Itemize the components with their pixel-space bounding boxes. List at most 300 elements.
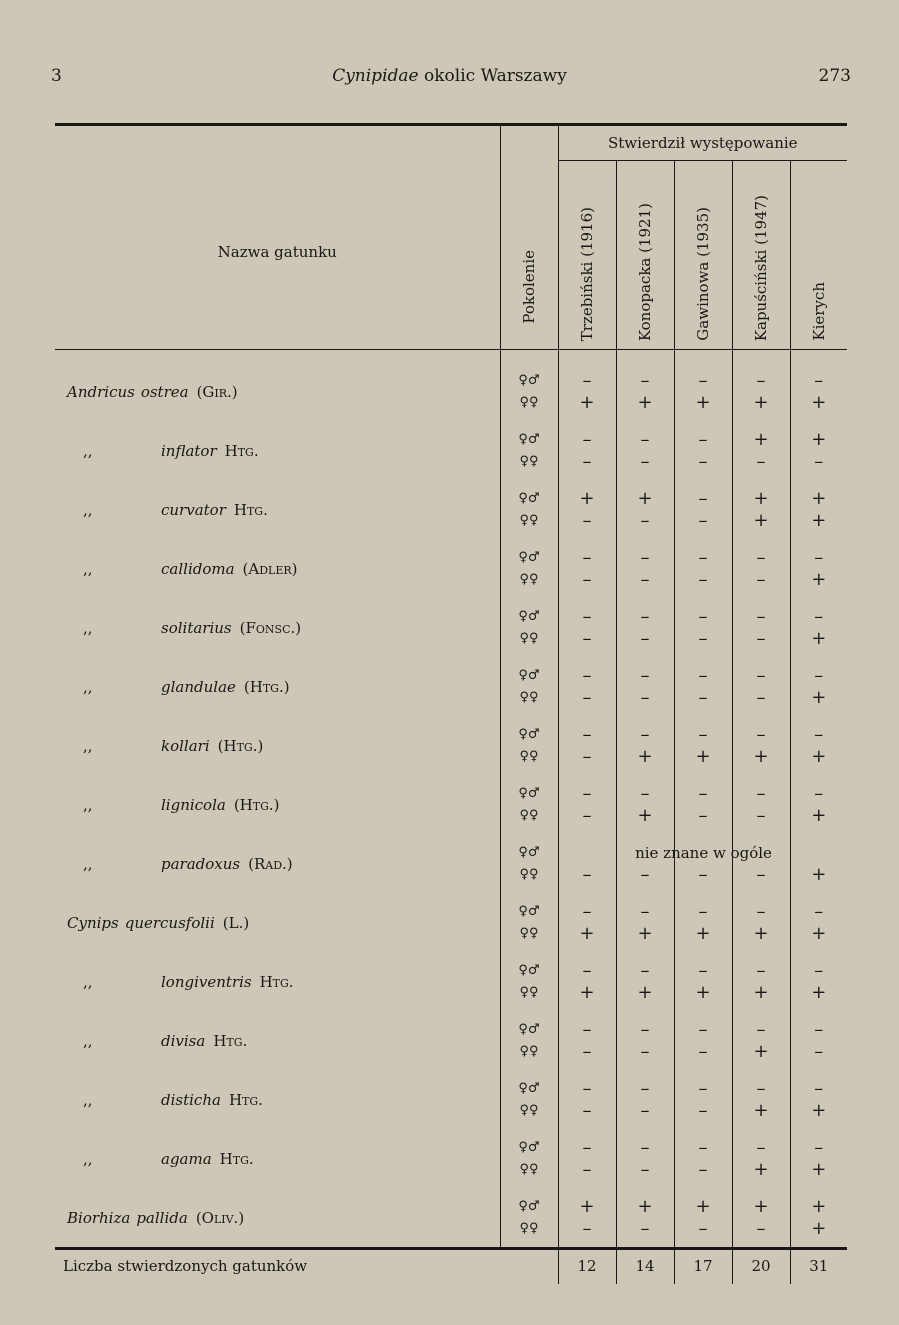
occurrence-cell: [790, 421, 847, 480]
occurrence-mark: –: [582, 1217, 592, 1239]
occurrence-mark: –: [756, 605, 766, 627]
table-row: [55, 539, 847, 598]
occurrence-mark: –: [756, 450, 766, 472]
species: agama: [161, 1149, 212, 1168]
generation-symbol: ♀♂: [518, 1139, 540, 1155]
occurrence-mark: –: [582, 664, 592, 686]
generation-symbol: ♀♂: [518, 549, 540, 565]
occurrence-mark: –: [756, 804, 766, 826]
occurrence-mark: [733, 842, 790, 864]
occurrence-cell: [558, 1070, 616, 1129]
occurrence-mark: +: [811, 627, 827, 649]
occurrence-mark: –: [582, 1018, 592, 1040]
column-header-name: Nazwa gatunku: [55, 126, 500, 350]
occurrence-mark: –: [582, 428, 592, 450]
species: solitarius: [161, 618, 232, 637]
occurrence-cell: [732, 893, 790, 952]
generation-symbol: ♀♀: [519, 453, 539, 469]
genus: Cynips: [67, 913, 119, 932]
generation-cell: [500, 1129, 558, 1188]
species-name: [55, 539, 500, 598]
occurrence-mark: +: [811, 981, 827, 1003]
occurrence-cell: [558, 775, 616, 834]
occurrence-mark: –: [698, 428, 708, 450]
occurrence-mark: –: [582, 782, 592, 804]
generation-symbol: ♀♀: [519, 571, 539, 587]
occurrence-cell: [790, 1188, 847, 1248]
species: pallida: [136, 1208, 188, 1227]
species-author: (Oliv.): [195, 1208, 245, 1227]
occurrence-mark: +: [811, 1099, 827, 1121]
table-row: [55, 598, 847, 657]
occurrence-cell: [790, 598, 847, 657]
occurrence-mark: +: [811, 391, 827, 413]
occurrence-mark: +: [579, 1195, 595, 1217]
column-header-author: Kapuściński (1947): [732, 161, 790, 350]
occurrence-cell: [732, 775, 790, 834]
occurrence-cell: [732, 1188, 790, 1248]
title-italic: Cynipidae: [332, 66, 419, 86]
generation-symbol: ♀♂: [518, 1198, 540, 1214]
occurrence-cell: [674, 716, 732, 775]
species-name: [55, 350, 500, 422]
generation-cell: [500, 480, 558, 539]
species-count: 17: [674, 1248, 732, 1285]
occurrence-cell: [616, 1129, 674, 1188]
species-name: [55, 598, 500, 657]
occurrence-mark: –: [756, 546, 766, 568]
right-page-number: 273: [818, 66, 851, 86]
occurrence-cell: [732, 1070, 790, 1129]
generation-cell: [500, 893, 558, 952]
species-name: [55, 657, 500, 716]
occurrence-cell: [790, 775, 847, 834]
occurrence-mark: +: [811, 487, 827, 509]
species-name: [55, 1129, 500, 1188]
occurrence-mark: –: [640, 1136, 650, 1158]
occurrence-mark: +: [637, 804, 653, 826]
occurrence-mark: –: [582, 723, 592, 745]
occurrence-mark: –: [640, 568, 650, 590]
occurrence-mark: –: [582, 686, 592, 708]
occurrence-cell: [558, 893, 616, 952]
species: lignicola: [161, 795, 226, 814]
occurrence-cell: [616, 1011, 674, 1070]
occurrence-mark: –: [698, 1040, 708, 1062]
occurrence-mark: –: [582, 1158, 592, 1180]
occurrence-mark: –: [640, 605, 650, 627]
occurrence-cell: [558, 350, 616, 422]
occurrence-cell: [790, 834, 847, 893]
occurrence-mark: –: [756, 664, 766, 686]
species: longiventris: [161, 972, 252, 991]
occurrence-mark: –: [640, 1040, 650, 1062]
occurrence-mark: +: [811, 804, 827, 826]
generation-symbol: ♀♀: [519, 512, 539, 528]
species-author: Htg.: [219, 1149, 254, 1168]
occurrence-mark: –: [814, 1136, 824, 1158]
occurrence-mark: +: [579, 391, 595, 413]
occurrence-mark: –: [640, 1217, 650, 1239]
species: disticha: [161, 1090, 221, 1109]
occurrence-mark: –: [698, 605, 708, 627]
generation-cell: [500, 952, 558, 1011]
occurrence-mark: –: [814, 546, 824, 568]
species: callidoma: [161, 559, 235, 578]
occurrence-mark: –: [756, 1136, 766, 1158]
occurrence-mark: –: [756, 369, 766, 391]
occurrence-mark: [617, 842, 674, 864]
occurrence-cell: [616, 539, 674, 598]
species-author: Htg.: [228, 1090, 263, 1109]
occurrence-mark: –: [582, 1136, 592, 1158]
occurrence-mark: –: [582, 568, 592, 590]
table-row: [55, 1129, 847, 1188]
table-row: [55, 716, 847, 775]
occurrence-mark: –: [698, 782, 708, 804]
occurrence-mark: –: [814, 1040, 824, 1062]
occurrence-mark: –: [814, 723, 824, 745]
generation-symbol: ♀♂: [518, 785, 540, 801]
occurrence-mark: –: [640, 546, 650, 568]
occurrence-mark: –: [756, 627, 766, 649]
generation-cell: [500, 716, 558, 775]
occurrence-cell: [558, 1188, 616, 1248]
occurrence-cell: [674, 350, 732, 422]
occurrence-mark: –: [698, 369, 708, 391]
occurrence-mark: +: [637, 1195, 653, 1217]
occurrence-mark: –: [756, 568, 766, 590]
occurrence-mark: [791, 842, 848, 864]
occurrence-mark: +: [753, 391, 769, 413]
occurrence-mark: +: [811, 863, 827, 885]
genus: ,,: [83, 854, 93, 873]
genus: ,,: [83, 677, 93, 696]
occurrence-mark: –: [640, 450, 650, 472]
occurrence-mark: –: [756, 1018, 766, 1040]
occurrence-cell: [616, 775, 674, 834]
occurrence-mark: +: [811, 1195, 827, 1217]
occurrence-mark: –: [756, 782, 766, 804]
occurrence-mark: –: [814, 664, 824, 686]
occurrence-mark: –: [698, 568, 708, 590]
occurrence-cell: [616, 834, 674, 893]
occurrence-cell: [558, 1011, 616, 1070]
occurrence-mark: –: [698, 487, 708, 509]
occurrence-mark: –: [698, 1099, 708, 1121]
genus: Andricus: [67, 382, 135, 401]
occurrence-mark: +: [695, 981, 711, 1003]
table-row: [55, 421, 847, 480]
occurrence-cell: [558, 657, 616, 716]
occurrence-mark: –: [582, 745, 592, 767]
genus: ,,: [83, 618, 93, 637]
occurrence-mark: –: [756, 1077, 766, 1099]
occurrence-cell: [732, 1011, 790, 1070]
occurrence-mark: –: [698, 723, 708, 745]
occurrence-mark: –: [698, 1018, 708, 1040]
occurrence-mark: +: [637, 487, 653, 509]
note-text: nie znane w ogóle: [635, 844, 772, 862]
occurrence-mark: –: [582, 450, 592, 472]
occurrence-cell: [732, 716, 790, 775]
page-header: [0, 66, 899, 90]
occurrence-cell: [558, 834, 772, 893]
occurrence-mark: –: [698, 1217, 708, 1239]
species-name: [55, 1011, 500, 1070]
table-row: [55, 350, 847, 422]
occurrence-mark: +: [695, 1195, 711, 1217]
occurrence-cell: [674, 893, 732, 952]
occurrence-mark: –: [640, 428, 650, 450]
species-count: 20: [732, 1248, 790, 1285]
occurrence-mark: +: [811, 745, 827, 767]
occurrence-mark: +: [753, 981, 769, 1003]
occurrence-mark: +: [579, 487, 595, 509]
species-author: (Rad.): [248, 854, 293, 873]
species: paradoxus: [161, 854, 241, 873]
occurrence-mark: –: [582, 509, 592, 531]
occurrence-mark: +: [753, 1158, 769, 1180]
species-author: (L.): [222, 913, 250, 932]
occurrence-cell: [616, 598, 674, 657]
occurrence-cell: [674, 1188, 732, 1248]
species-author: (Htg.): [243, 677, 290, 696]
occurrence-mark: –: [582, 959, 592, 981]
running-title: [0, 66, 899, 86]
occurrence-mark: –: [582, 546, 592, 568]
occurrence-mark: –: [582, 804, 592, 826]
occurrence-mark: +: [811, 568, 827, 590]
occurrence-mark: +: [579, 922, 595, 944]
occurrence-mark: +: [753, 1040, 769, 1062]
occurrence-mark: –: [698, 1158, 708, 1180]
occurrence-mark: +: [695, 922, 711, 944]
occurrence-mark: –: [698, 664, 708, 686]
occurrence-cell: [732, 952, 790, 1011]
generation-cell: [500, 1011, 558, 1070]
generation-symbol: ♀♂: [518, 1021, 540, 1037]
occurrence-mark: –: [698, 863, 708, 885]
genus: ,,: [83, 441, 93, 460]
genus: Biorhiza: [67, 1208, 131, 1227]
generation-symbol: ♀♀: [519, 630, 539, 646]
generation-cell: [500, 421, 558, 480]
generation-symbol: ♀♂: [518, 844, 540, 860]
occurrence-mark: –: [582, 900, 592, 922]
occurrence-cell: [732, 421, 790, 480]
occurrence-cell: [790, 716, 847, 775]
occurrence-mark: –: [756, 863, 766, 885]
generation-symbol: ♀♂: [518, 608, 540, 624]
occurrence-cell: [732, 350, 790, 422]
occurrence-cell: [674, 657, 732, 716]
occurrence-mark: –: [756, 1217, 766, 1239]
occurrence-mark: –: [814, 450, 824, 472]
generation-cell: [500, 598, 558, 657]
species: divisa: [161, 1031, 206, 1050]
occurrence-cell: [732, 1129, 790, 1188]
occurrence-cell: [616, 952, 674, 1011]
occurrence-cell: [790, 657, 847, 716]
occurrence-mark: +: [695, 391, 711, 413]
generation-symbol: ♀♂: [518, 962, 540, 978]
occurrence-cell: [616, 716, 674, 775]
table-row: [55, 1070, 847, 1129]
occurrence-mark: +: [579, 981, 595, 1003]
generation-symbol: ♀♀: [519, 748, 539, 764]
occurrence-mark: +: [753, 487, 769, 509]
generation-symbol: ♀♀: [519, 866, 539, 882]
occurrence-mark: –: [698, 804, 708, 826]
genus: ,,: [83, 559, 93, 578]
occurrence-mark: –: [698, 686, 708, 708]
occurrence-mark: +: [637, 745, 653, 767]
occurrence-mark: +: [753, 1195, 769, 1217]
generation-cell: [500, 539, 558, 598]
occurrence-cell: [732, 834, 790, 893]
occurrence-mark: –: [756, 900, 766, 922]
occurrence-mark: +: [753, 1099, 769, 1121]
genus: ,,: [83, 972, 93, 991]
occurrence-cell: [732, 657, 790, 716]
occurrence-mark: –: [814, 782, 824, 804]
generation-symbol: ♀♂: [518, 1080, 540, 1096]
generation-symbol: ♀♂: [518, 431, 540, 447]
table-row: [55, 952, 847, 1011]
occurrence-mark: +: [811, 1158, 827, 1180]
species-author: (Adler): [242, 559, 298, 578]
occurrence-mark: –: [582, 627, 592, 649]
occurrence-cell: [790, 952, 847, 1011]
occurrence-mark: –: [698, 546, 708, 568]
occurrence-cell: [674, 480, 732, 539]
occurrence-mark: –: [814, 959, 824, 981]
table-bottom-rule: [55, 1247, 847, 1250]
species: inflator: [161, 441, 217, 460]
species-name: [55, 480, 500, 539]
occurrence-mark: –: [582, 605, 592, 627]
occurrence-mark: –: [814, 900, 824, 922]
left-page-number: 3: [51, 66, 62, 86]
column-header-author: Kierych: [790, 161, 847, 350]
occurrence-mark: –: [814, 1077, 824, 1099]
occurrence-cell: [616, 350, 674, 422]
occurrence-mark: –: [582, 1099, 592, 1121]
generation-symbol: ♀♂: [518, 726, 540, 742]
genus: ,,: [83, 500, 93, 519]
species: glandulae: [161, 677, 236, 696]
occurrence-mark: +: [811, 686, 827, 708]
footer-label: Liczba stwierdzonych gatunków: [55, 1248, 558, 1285]
species-name: [55, 1070, 500, 1129]
generation-cell: [500, 657, 558, 716]
occurrence-mark: [675, 842, 732, 864]
generation-symbol: ♀♀: [519, 925, 539, 941]
table-row: [55, 1188, 847, 1248]
occurrence-cell: [674, 421, 732, 480]
generation-cell: [500, 834, 558, 893]
generation-symbol: ♀♂: [518, 372, 540, 388]
genus: ,,: [83, 1090, 93, 1109]
occurrence-cell: [732, 598, 790, 657]
occurrence-mark: –: [814, 1018, 824, 1040]
occurrence-mark: –: [640, 900, 650, 922]
occurrence-cell: [616, 480, 674, 539]
occurrence-mark: –: [582, 1040, 592, 1062]
occurrence-mark: +: [753, 509, 769, 531]
occurrence-cell: [616, 1070, 674, 1129]
occurrence-mark: –: [640, 959, 650, 981]
species-author: (Gir.): [196, 382, 238, 401]
occurrence-mark: –: [698, 959, 708, 981]
title-rest: okolic Warszawy: [418, 66, 567, 86]
occurrence-mark: +: [637, 922, 653, 944]
occurrence-mark: –: [582, 369, 592, 391]
occurrence-mark: –: [582, 1077, 592, 1099]
occurrence-cell: [558, 1129, 616, 1188]
species-name: [55, 834, 500, 893]
generation-symbol: ♀♀: [519, 394, 539, 410]
occurrence-cell: [674, 1129, 732, 1188]
occurrence-cell: [790, 893, 847, 952]
species-author: (Htg.): [217, 736, 264, 755]
generation-cell: [500, 350, 558, 422]
occurrence-mark: –: [698, 450, 708, 472]
column-header-pokolenie: Pokolenie: [500, 126, 558, 350]
species: quercusfolii: [124, 913, 215, 932]
generation-symbol: ♀♂: [518, 667, 540, 683]
occurrence-cell: [674, 834, 732, 893]
occurrence-mark: –: [756, 686, 766, 708]
species: ostrea: [140, 382, 189, 401]
column-header-author: Gawinowa (1935): [674, 161, 732, 350]
occurrence-mark: +: [637, 981, 653, 1003]
generation-symbol: ♀♀: [519, 689, 539, 705]
occurrence-cell: [616, 893, 674, 952]
occurrence-cell: [674, 775, 732, 834]
table-row: [55, 657, 847, 716]
generation-symbol: ♀♀: [519, 807, 539, 823]
genus: ,,: [83, 736, 93, 755]
species-count: 12: [558, 1248, 616, 1285]
occurrence-cell: [674, 1011, 732, 1070]
occurrence-cell: [616, 657, 674, 716]
genus: ,,: [83, 795, 93, 814]
species-author: Htg.: [259, 972, 294, 991]
species-author: Htg.: [213, 1031, 248, 1050]
occurrence-mark: +: [753, 922, 769, 944]
species-table: [55, 126, 847, 1284]
occurrence-mark: –: [640, 627, 650, 649]
occurrence-mark: –: [756, 959, 766, 981]
table-row: [55, 893, 847, 952]
generation-symbol: ♀♀: [519, 1161, 539, 1177]
occurrence-mark: –: [582, 863, 592, 885]
generation-cell: [500, 1188, 558, 1248]
species-name: [55, 893, 500, 952]
occurrence-mark: –: [640, 509, 650, 531]
table-row: [55, 1011, 847, 1070]
species-count: 14: [616, 1248, 674, 1285]
occurrence-cell: [558, 480, 616, 539]
species-name: [55, 421, 500, 480]
species-name: [55, 775, 500, 834]
occurrence-cell: [790, 350, 847, 422]
occurrence-mark: –: [814, 605, 824, 627]
table-row: [55, 834, 847, 893]
occurrence-mark: +: [811, 922, 827, 944]
